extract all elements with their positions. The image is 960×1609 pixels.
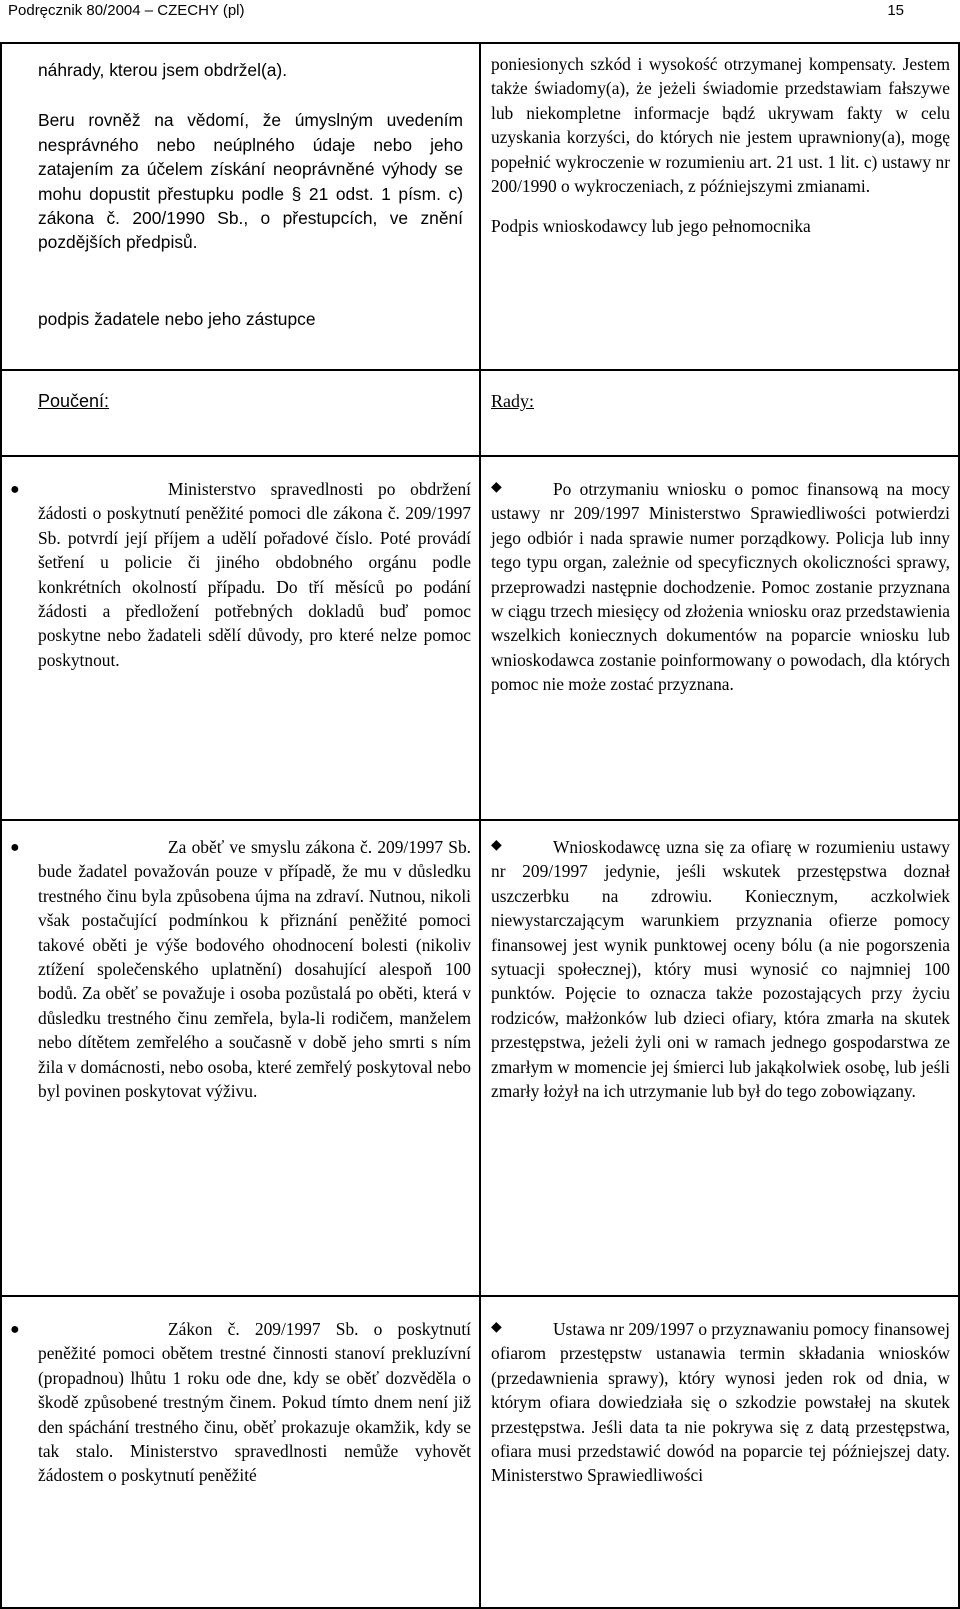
cz-procedure-text: Ministerstvo spravedlnosti po obdržení žádosti o poskytnutí peněžité pomoci dle zákona č. 209/1997 Sb. potvrdí její příjem a udělí pořadové číslo. Poté provádí šetření u policie či jiného obdobného orgánu podle konkrétních okolností případu. Do tří měsíců po podání žádosti a předložení potřebných dokladů buď pomoc poskytne nebo žadateli sdělí důvody, pro které nelze pomoc poskytnout. xyxy=(38,479,471,670)
bullet-icon: ● xyxy=(10,1321,20,1338)
diamond-bullet-icon: ◆ xyxy=(491,480,502,495)
cell-cz-procedure xyxy=(1,456,480,820)
pl-victim-text: Wnioskodawcę uzna się za ofiarę w rozumieniu ustawy nr 209/1997 jedynie, jeśli wskutek przestępstwa doznał uszczerbku na zdrowiu. Koniecznym, aczkolwiek niewystarczającym warunkiem przyznania ofierze pomocy finansowej jest wynik punktowej oceny bólu (a nie pogorszenia sytuacji społecznej), który musi wynosić co najmniej 100 punktów. Pojęcie to oznacza także pozostających przy życiu rodziców, małżonków lub dzieci ofiary, która zmarła na skutek przestępstwa, jeżeli żyli oni w ramach jednego gospodarstwa ze zmarłym w momencie jej śmierci lub jakąkolwiek osobę, lub jeśli zmarły łożył na ich utrzymanie lub był do tego zobowiązany. xyxy=(491,837,950,1102)
row-victim-definition xyxy=(1,820,959,1296)
page-header xyxy=(0,0,960,41)
cell-pl-victim xyxy=(480,820,959,1296)
cell-pl-heading xyxy=(480,370,959,456)
bullet-icon: ● xyxy=(10,839,20,856)
header-title: Podręcznik 80/2004 – CZECHY (pl) xyxy=(8,2,245,19)
cz-line-top: náhrady, kterou jsem obdržel(a). xyxy=(38,60,288,80)
row-headings xyxy=(1,370,959,456)
diamond-bullet-icon: ◆ xyxy=(491,838,502,853)
cell-cz-heading xyxy=(1,370,480,456)
pl-declaration-text: poniesionych szkód i wysokość otrzymanej kompensaty. Jestem także świadomy(a), że jeżeli świadomie przedstawiam fałszywe lub niekompletne informacje bądź ukrywam fakty w celu uzyskania korzyści, do których nie jestem uprawniony(a), mogę popełnić wykroczenie w rozumieniu art. 21 ust. 1 lit. c) ustawy nr 200/1990 o wykroczeniach, z późniejszymi zmianami. xyxy=(491,54,950,197)
diamond-bullet-icon: ◆ xyxy=(491,1320,502,1335)
cell-pl-declaration xyxy=(480,43,959,370)
cz-heading: Poučení: xyxy=(38,391,110,411)
cell-cz-declaration xyxy=(1,43,480,370)
cz-declaration-text: Beru rovněž na vědomí, že úmyslným uvedením nesprávného nebo neúplného údaje nebo jeho zatajením za účelem získání neoprávněné výhody se mohu dopustit přestupku podle § 21 odst. 1 písm. c) zákona č. 200/1990 Sb., o přestupcích, ve znění pozdějších předpisů. xyxy=(38,110,463,253)
pl-signature-label: Podpis wnioskodawcy lub jego pełnomocnika xyxy=(491,216,811,237)
cell-cz-deadline xyxy=(1,1296,480,1608)
row-deadline xyxy=(1,1296,959,1608)
bullet-icon: ● xyxy=(10,481,20,498)
bilingual-table xyxy=(0,42,960,1609)
cell-pl-procedure xyxy=(480,456,959,820)
row-procedure xyxy=(1,456,959,820)
pl-procedure-text: Po otrzymaniu wniosku o pomoc finansową na mocy ustawy nr 209/1997 Ministerstwo Sprawiedliwości potwierdzi jego odbiór i nada sprawie numer porządkowy. Policja lub inny tego typu organ, zależnie od specyficznych okoliczności sprawy, przeprowadzi następnie dochodzenie. Pomoc zostanie przyznana w ciągu trzech miesięcy od złożenia wniosku oraz przedstawienia wszelkich koniecznych dokumentów na poparcie wniosku lub wnioskodawca zostanie poinformowany o powodach, dla których pomoc nie może zostać przyznana. xyxy=(491,479,950,695)
pl-heading: Rady: xyxy=(491,391,534,411)
cz-signature-label: podpis žadatele nebo jeho zástupce xyxy=(38,308,316,329)
row-declaration xyxy=(1,43,959,370)
cz-deadline-text: Zákon č. 209/1997 Sb. o poskytnutí peněžité pomoci obětem trestné činnosti stanoví prekluzívní (propadnou) lhůtu 1 roku ode dne, kdy se oběť dozvěděla o škodě způsobené trestným činem. Pokud tímto dnem není již den spáchání trestného činu, oběť prokazuje okamžik, kdy se tak stalo. Ministerstvo spravedlnosti nemůže vyhovět žádostem o poskytnutí peněžité xyxy=(38,1319,471,1486)
cz-victim-text: Za oběť ve smyslu zákona č. 209/1997 Sb. bude žadatel považován pouze v případě, že mu v důsledku trestného činu byla způsobena újma na zdraví. Nutnou, nikoli však postačující podmínkou k přiznání peněžité pomoci takové oběti je výše bodového ohodnocení bolesti (nikoliv ztížení společenského uplatnění) dosahující alespoň 100 bodů. Za oběť se považuje i osoba pozůstalá po oběti, která v důsledku trestného činu zemřela, byla-li rodičem, manželem nebo dítětem zemřelého a současně v době jeho smrti s ním žila v domácnosti, nebo osoba, které zemřelý poskytoval nebo byl povinen poskytovat výživu. xyxy=(38,837,471,1102)
cell-cz-victim xyxy=(1,820,480,1296)
cell-pl-deadline xyxy=(480,1296,959,1608)
pl-deadline-text: Ustawa nr 209/1997 o przyznawaniu pomocy finansowej ofiarom przestępstw ustanawia termin składania wniosków (przedawnienia sprawy), który wynosi jeden rok od dnia, w którym ofiara dowiedziała się o szkodzie powstałej na skutek przestępstwa. Jeśli data ta nie pokrywa się z datą przestępstwa, ofiara musi przedstawić dowód na poparcie tej późniejszej daty. Ministerstwo Sprawiedliwości xyxy=(491,1319,950,1486)
page-number: 15 xyxy=(887,2,904,19)
